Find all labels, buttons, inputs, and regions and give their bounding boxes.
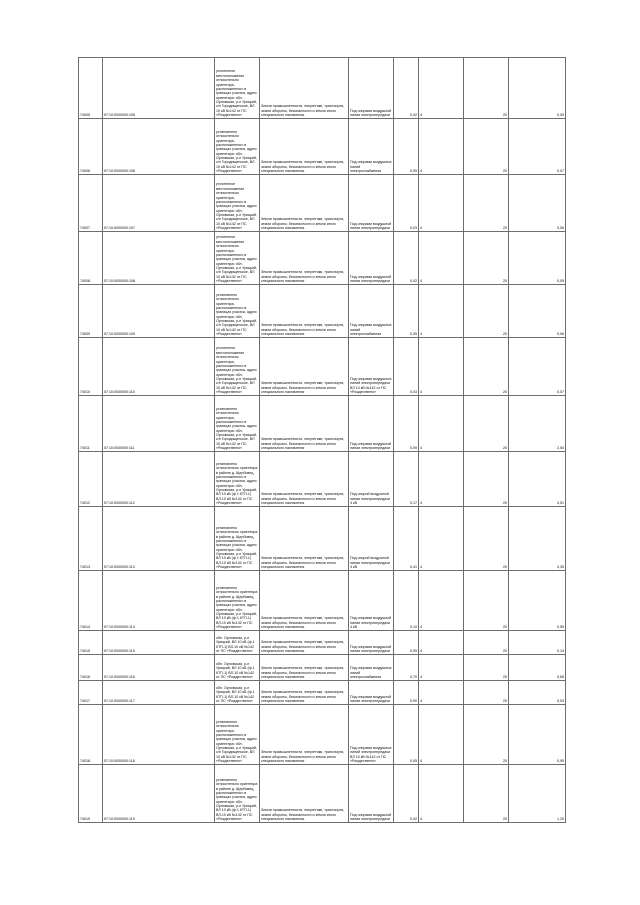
cell-text: 20 <box>503 390 507 395</box>
cell-location-description <box>215 119 260 175</box>
cell-location-description <box>215 232 260 285</box>
cell-text: 57:10:0000000:113 <box>104 565 135 570</box>
table-row <box>79 631 566 655</box>
cell-total-area-ha <box>509 175 566 232</box>
table-row <box>79 655 566 681</box>
cell-text: установлено относительно ориентира, расположенного в границах участка, адрес ориентира: обл. Орловская, р-н Урицкий, с/п Городищенское, ВЛ 10 кВ №142 от ПС «Рождествено» <box>216 129 258 174</box>
cell-text: 57:10:0000000:115 <box>104 649 135 654</box>
cell-cadastral-number <box>103 175 215 232</box>
cell-record-number <box>79 452 103 507</box>
table-row <box>79 452 566 507</box>
cell-land-category <box>260 232 349 285</box>
cell-land-category <box>260 58 349 119</box>
cell-usage-purpose <box>349 571 394 631</box>
cell-text: 20 <box>503 332 507 337</box>
cell-location-description <box>215 285 260 338</box>
cell-text: 0,06 <box>557 226 564 231</box>
cell-text: Под опорами воздушной линии электропередачи <box>350 694 392 704</box>
cell-land-category <box>260 338 349 396</box>
cell-text: 4 <box>420 113 422 118</box>
cell-usage-purpose <box>349 507 394 571</box>
cell-total-area-ha <box>509 119 566 175</box>
cell-total-area-ha <box>509 396 566 452</box>
cell-text: 0,05 <box>410 332 417 337</box>
cell-text: 74014 <box>80 625 90 630</box>
cell-text: 4 <box>420 169 422 174</box>
cell-record-number <box>79 507 103 571</box>
cell-supports-count <box>419 681 464 705</box>
cell-text: Земли промышленности, энергетики, транспорта, земли обороны, безопасности и земли иного специального назначения <box>261 437 345 451</box>
cell-zone-width-m <box>464 507 509 571</box>
cell-text: 20 <box>503 226 507 231</box>
cell-location-description <box>215 507 260 571</box>
cell-text: Земли промышленности, энергетики, транспорта, земли обороны, безопасности и земли иного специального назначения <box>261 323 345 337</box>
cell-supports-count <box>419 631 464 655</box>
cell-text: Земли промышленности, энергетики, транспорта, земли обороны, безопасности и земли иного специального назначения <box>261 616 345 630</box>
cell-text: 4 <box>420 817 422 822</box>
cell-text: Под опорами воздушных линий электроснабжения <box>350 323 392 337</box>
cell-usage-purpose <box>349 232 394 285</box>
table-row <box>79 681 566 705</box>
cell-supports-count <box>419 655 464 681</box>
cell-zone-width-m <box>464 452 509 507</box>
cell-text: 20 <box>503 446 507 451</box>
cell-cadastral-number <box>103 681 215 705</box>
cell-text: 0,55 <box>557 625 564 630</box>
parcels-table-body <box>79 58 566 823</box>
cell-supports-count <box>419 765 464 823</box>
cell-text: 57:10:0000000:106 <box>104 169 135 174</box>
cell-usage-purpose <box>349 338 394 396</box>
cell-cadastral-number <box>103 338 215 396</box>
cell-supports-count <box>419 571 464 631</box>
cell-text: 0,05 <box>410 759 417 764</box>
cell-text: 57:10:0000000:114 <box>104 625 135 630</box>
cell-text: Под опорами воздушной линии электропередачи 4 кВ <box>350 616 392 630</box>
cell-text: установлено относительно ориентира, расположенного в границах участка, адрес ориентира: обл. Орловская, р-н Урицкий, с/п Городищенское, ВЛ 10 кВ №142 от ПС «Рождествено» <box>216 292 258 337</box>
cell-record-number <box>79 285 103 338</box>
cell-land-category <box>260 571 349 631</box>
cell-usage-purpose <box>349 765 394 823</box>
cell-text: Земли промышленности, энергетики, транспорта, земли обороны, безопасности и земли иного специального назначения <box>261 160 345 174</box>
cell-zone-width-m <box>464 285 509 338</box>
cell-location-description <box>215 571 260 631</box>
cell-total-area-ha <box>509 285 566 338</box>
cell-location-description <box>215 175 260 232</box>
cell-text: 20 <box>503 649 507 654</box>
cell-location-description <box>215 765 260 823</box>
cell-total-area-ha <box>509 571 566 631</box>
cell-land-category <box>260 452 349 507</box>
table-row <box>79 507 566 571</box>
cell-zone-width-m <box>464 232 509 285</box>
cell-text: 74007 <box>80 226 90 231</box>
cell-text: 0,06 <box>557 332 564 337</box>
cell-text: 74005 <box>80 113 90 118</box>
cell-text: 0,35 <box>557 565 564 570</box>
cell-usage-purpose <box>349 655 394 681</box>
cell-text: 20 <box>503 565 507 570</box>
table-row <box>79 119 566 175</box>
cell-text: 4 <box>420 390 422 395</box>
cell-location-description <box>215 631 260 655</box>
cell-text: 0,70 <box>410 675 417 680</box>
cell-text: Под опорами воздушных линий электроснабжения <box>350 160 392 174</box>
cell-text: 4 <box>420 332 422 337</box>
cell-usage-purpose <box>349 175 394 232</box>
cell-text: 57:10:0000000:116 <box>104 675 135 680</box>
cell-text: 1,25 <box>557 817 564 822</box>
cell-text: Под опорами воздушных линий электроснабжения <box>350 666 392 680</box>
cell-text: 0,05 <box>557 113 564 118</box>
cell-area-ha <box>394 119 419 175</box>
cell-record-number <box>79 681 103 705</box>
cell-total-area-ha <box>509 507 566 571</box>
cell-usage-purpose <box>349 681 394 705</box>
cell-area-ha <box>394 175 419 232</box>
cell-supports-count <box>419 285 464 338</box>
cell-text: обл. Орловская, р-н Урицкий, ВЛ 10 кВ (ф.1 КТП-1) ВЛ-10 кВ №142 от ПС «Рождествено» <box>216 686 255 704</box>
cell-text: Под опорами воздушной линии электропередачи <box>350 644 392 654</box>
cell-record-number <box>79 571 103 631</box>
table-row <box>79 571 566 631</box>
cell-text: 74013 <box>80 565 90 570</box>
cell-record-number <box>79 396 103 452</box>
cell-text: 4 <box>420 565 422 570</box>
cell-text: 0,03 <box>557 699 564 704</box>
cell-text: 20 <box>503 759 507 764</box>
cell-cadastral-number <box>103 232 215 285</box>
cell-text: Земли промышленности, энергетики, транспорта, земли обороны, безопасности и земли иного специального назначения <box>261 381 345 395</box>
cell-text: 0,90 <box>410 699 417 704</box>
cell-cadastral-number <box>103 507 215 571</box>
cell-cadastral-number <box>103 705 215 765</box>
cell-usage-purpose <box>349 396 394 452</box>
cell-record-number <box>79 175 103 232</box>
cell-supports-count <box>419 58 464 119</box>
cell-area-ha <box>394 452 419 507</box>
cell-zone-width-m <box>464 765 509 823</box>
cell-text: Под опорами воздушных линий электропередачи ВЛ 10 кВ №142 от ПС «Рождествено» <box>350 377 392 395</box>
cell-land-category <box>260 396 349 452</box>
cell-text: 57:10:0000000:110 <box>104 390 135 395</box>
cell-zone-width-m <box>464 631 509 655</box>
table-row <box>79 285 566 338</box>
cell-text: Земли промышленности, энергетики, транспорта, земли обороны, безопасности и земли иного специального назначения <box>261 104 345 118</box>
cell-text: Земли промышленности, энергетики, транспорта, земли обороны, безопасности и земли иного специального назначения <box>261 492 345 506</box>
cell-text: Под опорами воздушных линий электропередачи ВЛ 10 кВ №142 от ПС «Рождествено» <box>350 746 392 764</box>
cell-text: Под опорами воздушной линии электропередачи <box>350 812 392 822</box>
cell-zone-width-m <box>464 655 509 681</box>
cell-area-ha <box>394 631 419 655</box>
cell-land-category <box>260 285 349 338</box>
cell-text: установлено относительно ориентира в районе д. Щербовец, расположенного в границах участка, адрес ориентира: обл. Орловская, р-н Урицкий, ВЛ 10 кВ (ф.1 КТП-1) ВЛ-10 кВ №142 от ПС «Рождествено» <box>216 525 258 570</box>
cell-usage-purpose <box>349 58 394 119</box>
cell-text: Под опорами воздушной линии электропередачи <box>350 441 392 451</box>
cell-supports-count <box>419 175 464 232</box>
table-row <box>79 175 566 232</box>
cell-total-area-ha <box>509 765 566 823</box>
cell-text: 2,54 <box>557 446 564 451</box>
cell-text: 0,02 <box>410 279 417 284</box>
cell-total-area-ha <box>509 655 566 681</box>
table-row <box>79 705 566 765</box>
cell-text: Земли промышленности, энергетики, транспорта, земли обороны, безопасности и земли иного специального назначения <box>261 750 345 764</box>
cell-land-category <box>260 681 349 705</box>
cell-supports-count <box>419 452 464 507</box>
parcels-table <box>78 57 566 823</box>
cell-total-area-ha <box>509 452 566 507</box>
cell-total-area-ha <box>509 681 566 705</box>
cell-total-area-ha <box>509 631 566 655</box>
parcels-table-wrap <box>78 57 566 823</box>
cell-zone-width-m <box>464 571 509 631</box>
cell-zone-width-m <box>464 338 509 396</box>
cell-cadastral-number <box>103 765 215 823</box>
cell-text: 20 <box>503 113 507 118</box>
cell-text: 0,05 <box>410 169 417 174</box>
cell-text: 4 <box>420 226 422 231</box>
cell-text: 74012 <box>80 501 90 506</box>
cell-text: Под опорой воздушной линии электропередачи 4 кВ <box>350 492 390 506</box>
cell-text: установлено относительно ориентира в районе д. Щербовец, расположенного в границах участка, адрес ориентира: обл. Орловская, р-н Урицкий, ВЛ 10 кВ (ф.1 КТП-1) ВЛ-10 кВ №142 от ПС «Рождествено» <box>216 461 258 506</box>
cell-text: Под опорами воздушной линии электропередачи <box>350 108 392 118</box>
cell-location-description <box>215 58 260 119</box>
cell-supports-count <box>419 338 464 396</box>
cell-area-ha <box>394 285 419 338</box>
cell-text: 20 <box>503 625 507 630</box>
cell-text: 57:10:0000000:109 <box>104 332 135 337</box>
cell-text: уточненное местоположение относительно ориентира, расположенного в границах участка, адрес ориентира: обл. Орловская, р-н Урицкий, с/п Городищенское, ВЛ 10 кВ №142 от ПС «Рождествено» <box>216 69 258 118</box>
cell-cadastral-number <box>103 655 215 681</box>
cell-text: уточненное местоположение относительно ориентира, расположенного в границах участка, адрес ориентира: обл. Орловская, р-н Урицкий, с/п Городищенское, ВЛ 10 кВ №142 от ПС «Рождествено» <box>216 346 258 395</box>
cell-text: 0,03 <box>410 390 417 395</box>
cell-text: уточненное местоположение относительно ориентира, расположенного в границах участка, адрес ориентира: обл. Орловская, р-н Урицкий, с/п Городищенское, ВЛ 10 кВ №142 от ПС «Рождествено» <box>216 182 258 231</box>
cell-text: Под опорами воздушной линии электропередачи <box>350 274 392 284</box>
cell-zone-width-m <box>464 681 509 705</box>
cell-text: 57:10:0000000:111 <box>104 446 135 451</box>
cell-record-number <box>79 232 103 285</box>
cell-area-ha <box>394 232 419 285</box>
cell-cadastral-number <box>103 396 215 452</box>
cell-zone-width-m <box>464 175 509 232</box>
table-row <box>79 396 566 452</box>
cell-text: 4 <box>420 501 422 506</box>
cell-text: 57:10:0000000:108 <box>104 279 135 284</box>
cell-supports-count <box>419 705 464 765</box>
cell-usage-purpose <box>349 119 394 175</box>
cell-text: 57:10:0000000:107 <box>104 226 135 231</box>
cell-land-category <box>260 175 349 232</box>
cell-text: 0,02 <box>410 113 417 118</box>
cell-text: 0,02 <box>410 817 417 822</box>
cell-area-ha <box>394 571 419 631</box>
cell-text: 4 <box>420 279 422 284</box>
cell-text: установлено относительно ориентира в районе д. Щербовец, расположенного в границах участка, адрес ориентира: обл. Орловская, р-н Урицкий, ВЛ 10 кВ (ф.1 КТП-1) ВЛ-10 кВ №142 от ПС «Рождествено» <box>216 585 258 630</box>
cell-text: 20 <box>503 675 507 680</box>
table-row <box>79 765 566 823</box>
cell-text: Под опорами воздушной линии электропередачи <box>350 221 392 231</box>
cell-text: обл. Орловская, р-н Урицкий, ВЛ 10 кВ (ф.1 КТП-1) ВЛ-10 кВ №142 от ПС «Рождествено» <box>216 636 255 654</box>
cell-text: установлено относительно ориентира, расположенного в границах участка, адрес ориентира: обл. Орловская, р-н Урицкий, с/п Городищенское, ВЛ 10 кВ №142 от ПС «Рождествено» <box>216 719 258 764</box>
cell-area-ha <box>394 655 419 681</box>
cell-text: 0,17 <box>410 501 417 506</box>
cell-area-ha <box>394 338 419 396</box>
cell-total-area-ha <box>509 338 566 396</box>
cell-text: 74017 <box>80 699 90 704</box>
cell-text: 20 <box>503 501 507 506</box>
cell-text: 20 <box>503 279 507 284</box>
cell-location-description <box>215 396 260 452</box>
cell-text: 74016 <box>80 675 90 680</box>
cell-text: 0,07 <box>557 390 564 395</box>
cell-supports-count <box>419 507 464 571</box>
cell-text: уточненное местоположение относительно ориентира, расположенного в границах участка, адрес ориентира: обл. Орловская, р-н Урицкий, с/п Городищенское, ВЛ 10 кВ №142 от ПС «Рождествено» <box>216 235 258 284</box>
cell-text: 20 <box>503 817 507 822</box>
cell-record-number <box>79 119 103 175</box>
cell-text: 4 <box>420 625 422 630</box>
cell-location-description <box>215 681 260 705</box>
cell-text: 74011 <box>80 446 90 451</box>
cell-text: 0,05 <box>557 279 564 284</box>
table-row <box>79 338 566 396</box>
cell-text: Земли промышленности, энергетики, транспорта, земли обороны, безопасности и земли иного специального назначения <box>261 270 345 284</box>
cell-area-ha <box>394 705 419 765</box>
cell-record-number <box>79 631 103 655</box>
cell-cadastral-number <box>103 58 215 119</box>
cell-text: 74006 <box>80 169 90 174</box>
cell-text: 74010 <box>80 390 90 395</box>
cell-zone-width-m <box>464 705 509 765</box>
cell-supports-count <box>419 396 464 452</box>
table-row <box>79 232 566 285</box>
cell-text: 74009 <box>80 332 90 337</box>
cell-text: 0,05 <box>410 649 417 654</box>
cell-text: 20 <box>503 169 507 174</box>
cell-text: Земли промышленности, энергетики, транспорта, земли обороны, безопасности и земли иного специального назначения <box>261 808 345 822</box>
cell-usage-purpose <box>349 705 394 765</box>
cell-usage-purpose <box>349 631 394 655</box>
cell-text: 57:10:0000000:118 <box>104 759 135 764</box>
cell-text: 0,51 <box>557 501 564 506</box>
cell-text: 0,09 <box>410 446 417 451</box>
cell-text: 57:10:0000000:119 <box>104 817 135 822</box>
cell-text: Земли промышленности, энергетики, транспорта, земли обороны, безопасности и земли иного специального назначения <box>261 690 345 704</box>
cell-land-category <box>260 119 349 175</box>
cell-cadastral-number <box>103 571 215 631</box>
cell-area-ha <box>394 681 419 705</box>
cell-text: Под опорой воздушной линии электропередачи 4 кВ <box>350 556 390 570</box>
cell-text: 0,41 <box>410 565 417 570</box>
cell-record-number <box>79 58 103 119</box>
cell-cadastral-number <box>103 631 215 655</box>
cell-text: 74015 <box>80 649 90 654</box>
cell-record-number <box>79 765 103 823</box>
cell-text: Земли промышленности, энергетики, транспорта, земли обороны, безопасности и земли иного специального назначения <box>261 666 345 680</box>
cell-area-ha <box>394 507 419 571</box>
cell-supports-count <box>419 119 464 175</box>
table-row <box>79 58 566 119</box>
cell-area-ha <box>394 396 419 452</box>
cell-land-category <box>260 705 349 765</box>
cell-area-ha <box>394 765 419 823</box>
cell-text: Земли промышленности, энергетики, транспорта, земли обороны, безопасности и земли иного специального назначения <box>261 640 345 654</box>
cell-text: 4 <box>420 699 422 704</box>
cell-location-description <box>215 655 260 681</box>
cell-land-category <box>260 507 349 571</box>
cell-land-category <box>260 631 349 655</box>
cell-text: Земли промышленности, энергетики, транспорта, земли обороны, безопасности и земли иного специального назначения <box>261 556 345 570</box>
cell-text: 0,07 <box>557 169 564 174</box>
cell-text: 57:10:0000000:112 <box>104 501 135 506</box>
cell-text: установлено относительно ориентира в районе д. Щербовец, расположенного в границах участка, адрес ориентира: обл. Орловская, р-н Урицкий, ВЛ 10 кВ (ф.1 КТП-1) ВЛ-10 кВ №142 от ПС «Рождествено» <box>216 777 258 822</box>
cell-text: 4 <box>420 446 422 451</box>
cell-usage-purpose <box>349 285 394 338</box>
cell-cadastral-number <box>103 119 215 175</box>
cell-area-ha <box>394 58 419 119</box>
cell-zone-width-m <box>464 119 509 175</box>
cell-location-description <box>215 705 260 765</box>
cell-text: 20 <box>503 699 507 704</box>
cell-zone-width-m <box>464 396 509 452</box>
cell-land-category <box>260 765 349 823</box>
cell-text: 4 <box>420 675 422 680</box>
cell-total-area-ha <box>509 58 566 119</box>
cell-cadastral-number <box>103 452 215 507</box>
cell-text: 0,14 <box>557 649 564 654</box>
cell-text: 4 <box>420 649 422 654</box>
cell-location-description <box>215 338 260 396</box>
cell-text: 74018 <box>80 759 90 764</box>
cell-text: Земли промышленности, энергетики, транспорта, земли обороны, безопасности и земли иного специального назначения <box>261 217 345 231</box>
cell-location-description <box>215 452 260 507</box>
cell-total-area-ha <box>509 705 566 765</box>
cell-text: 0,95 <box>557 759 564 764</box>
cell-zone-width-m <box>464 58 509 119</box>
cell-text: 74019 <box>80 817 90 822</box>
cell-text: обл. Орловская, р-н Урицкий, ВЛ 10 кВ (ф.1 КТП-1) ВЛ-10 кВ №142 от ПС «Рождествено» <box>216 662 255 680</box>
cell-total-area-ha <box>509 232 566 285</box>
cell-text: 4 <box>420 759 422 764</box>
cell-text: 57:10:0000000:117 <box>104 699 135 704</box>
cell-text: 0,10 <box>410 625 417 630</box>
cell-text: 74008 <box>80 279 90 284</box>
cell-text: 57:10:0000000:105 <box>104 113 135 118</box>
cell-usage-purpose <box>349 452 394 507</box>
cell-text: установлено относительно ориентира, расположенного в границах участка, адрес ориентира: обл. Орловская, р-н Урицкий, с/п Городищенское, ВЛ 10 кВ №142 от ПС «Рождествено» <box>216 406 258 451</box>
cell-text: 0,03 <box>410 226 417 231</box>
cell-text: 0,65 <box>557 675 564 680</box>
cell-record-number <box>79 705 103 765</box>
cell-land-category <box>260 655 349 681</box>
cell-cadastral-number <box>103 285 215 338</box>
cell-record-number <box>79 655 103 681</box>
cell-supports-count <box>419 232 464 285</box>
cell-record-number <box>79 338 103 396</box>
